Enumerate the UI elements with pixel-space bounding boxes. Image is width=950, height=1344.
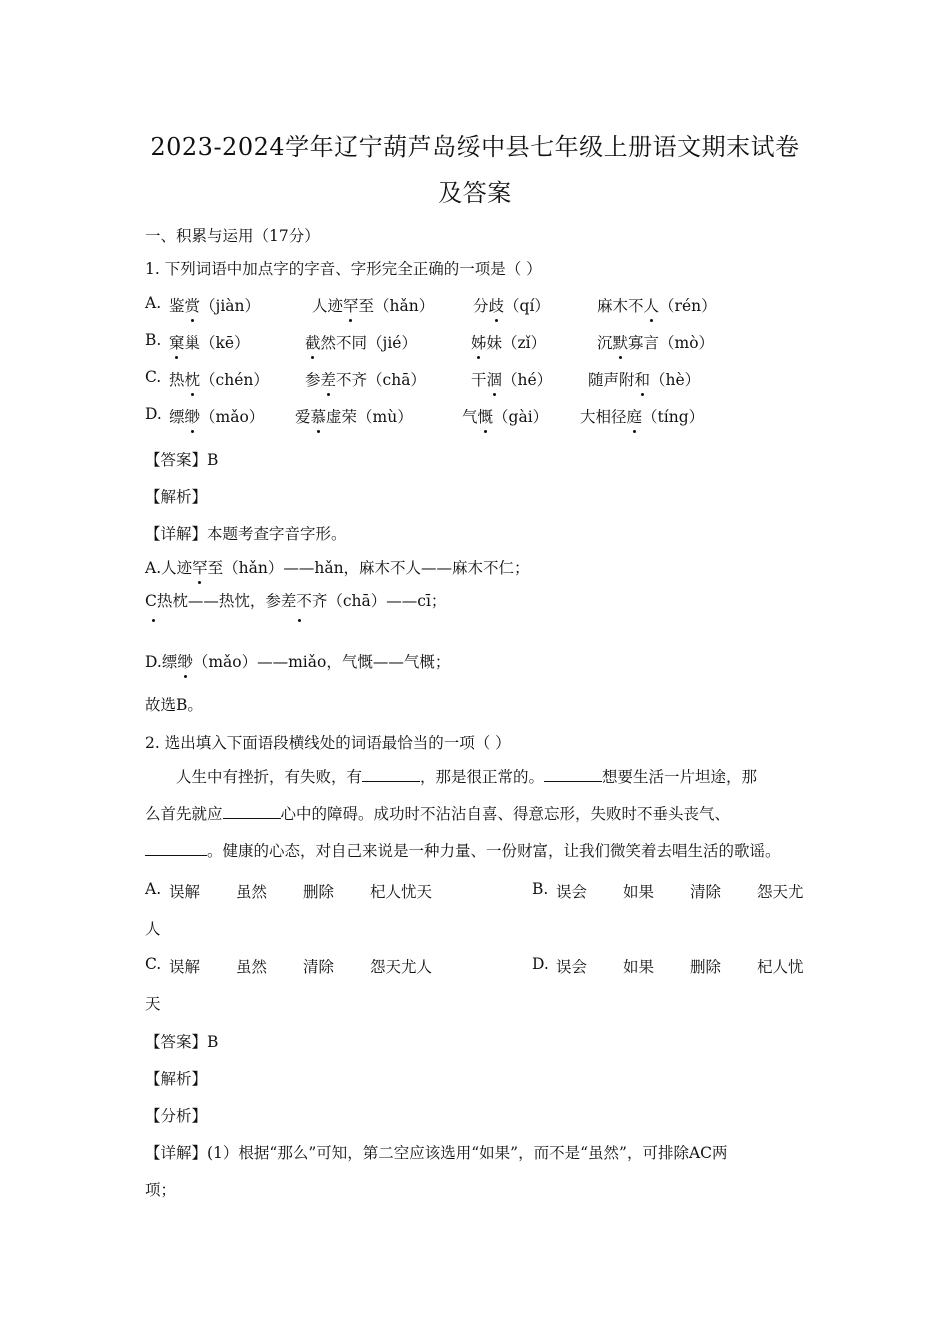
q2-option-word: 如果 bbox=[623, 883, 655, 901]
q1-option-item: 参差不齐（chā） bbox=[305, 368, 426, 390]
q2-option-word: 清除 bbox=[690, 883, 722, 901]
q2-option-word: 删除 bbox=[690, 958, 722, 976]
q1-option-item: 随声附和（hè） bbox=[588, 368, 700, 390]
q2-option-word: 误解 bbox=[169, 883, 201, 901]
q2-option-word: 误会 bbox=[556, 883, 588, 901]
document-title-line1: 2023-2024学年辽宁葫芦岛绥中县七年级上册语文期末试卷 bbox=[150, 133, 800, 161]
q1-row-label: D. bbox=[145, 405, 162, 423]
q1-option-item: 气慨（gài） bbox=[462, 405, 548, 427]
section-heading: 一、积累与运用（17分） bbox=[145, 227, 320, 245]
q1-row-label: C. bbox=[145, 368, 162, 386]
q1-option-item: 缥缈（mǎo） bbox=[169, 405, 264, 427]
q1-option-item: 干涸（hé） bbox=[471, 368, 552, 390]
q2-option-word: 怨天尤人 bbox=[370, 958, 433, 976]
q2-fenxi-heading: 【分析】 bbox=[145, 1107, 208, 1125]
emphasis-dot bbox=[152, 619, 155, 622]
q1-explain-a: A.人迹罕至（hǎn）——hǎn，麻木不人——麻木不仁； bbox=[145, 556, 530, 578]
q2-option-word: 如果 bbox=[623, 958, 655, 976]
q1-option-item: 截然不同（jié） bbox=[305, 331, 417, 353]
q2-option-word: 怨天尤 bbox=[757, 883, 804, 901]
q2-analysis-heading: 【解析】 bbox=[145, 1070, 208, 1088]
q2-option-word: 清除 bbox=[303, 958, 335, 976]
q2-option-d-label: D. bbox=[532, 955, 549, 973]
q1-option-item: 人迹罕至（hǎn） bbox=[312, 294, 434, 316]
q2-option-word: 杞人忧天 bbox=[370, 883, 433, 901]
q1-option-item: 姊妹（zǐ） bbox=[471, 331, 546, 353]
q2-option-word: 杞人忧 bbox=[757, 958, 804, 976]
q2-option-word: 误会 bbox=[556, 958, 588, 976]
q2-option-a-label: A. bbox=[145, 880, 162, 898]
q1-row-label: B. bbox=[145, 331, 162, 349]
q1-option-item: 沉默寡言（mò） bbox=[597, 331, 714, 353]
fill-blank bbox=[145, 841, 207, 856]
q1-option-item: 热枕（chén） bbox=[169, 368, 269, 390]
q1-option-item: 麻木不人（rén） bbox=[597, 294, 717, 316]
q2-stem: 2. 选出填入下面语段横线处的词语最恰当的一项（ ） bbox=[145, 734, 511, 752]
q2-option-word: 虽然 bbox=[236, 883, 268, 901]
q2-answer: 【答案】B bbox=[145, 1033, 219, 1051]
q1-conclusion: 故选B。 bbox=[145, 696, 203, 714]
document-title-line2: 及答案 bbox=[438, 179, 512, 207]
q1-answer: 【答案】B bbox=[145, 451, 219, 469]
q1-analysis-heading: 【解析】 bbox=[145, 488, 208, 506]
q1-option-item: 大相径庭（tíng） bbox=[580, 405, 704, 427]
q1-option-item: 窠巢（kē） bbox=[169, 331, 250, 353]
q2-option-word: 误解 bbox=[169, 958, 201, 976]
q2-option-c-label: C. bbox=[145, 955, 162, 973]
emphasis-dot bbox=[298, 619, 301, 622]
q2-option-word: 虽然 bbox=[236, 958, 268, 976]
q2-option-b-label: B. bbox=[532, 880, 549, 898]
fill-blank bbox=[544, 767, 602, 782]
q1-stem: 1. 下列词语中加点字的字音、字形完全正确的一项是（ ） bbox=[145, 260, 542, 278]
q2-detail-line2: 项； bbox=[145, 1181, 177, 1199]
fill-blank bbox=[223, 804, 281, 819]
q2-passage: 人生中有挫折，有失败，有 ，那是很正常的。 想要生活一片坦途，那 么首先就应 心中的障碍。成功时不沾沾自喜、得意忘形，失败时不垂头丧气、 。健康的心态，对自己来说是一种力量、一份财富，让我们微笑着去唱生活的歌谣。 bbox=[145, 768, 781, 860]
q2-detail-line1: 【详解】(1）根据“那么”可知，第二空应该选用“如果”，而不是“虽然”，可排除AC两 bbox=[145, 1144, 728, 1162]
fill-blank bbox=[362, 767, 420, 782]
q1-row-label: A. bbox=[145, 294, 162, 312]
q1-explain-d: D.缥缈（mǎo）——miǎo，气慨——气概； bbox=[145, 650, 450, 672]
q1-option-item: 鉴赏（jiàn） bbox=[169, 294, 260, 316]
q2-option-wrap: 人 bbox=[145, 920, 161, 938]
q1-explain-c: C热枕——热忱，参差不齐（chā）——cī； bbox=[145, 592, 447, 610]
q1-detail: 【详解】本题考查字音字形。 bbox=[145, 525, 347, 543]
q1-option-item: 爱慕虚荣（mù） bbox=[295, 405, 413, 427]
q2-option-word: 删除 bbox=[303, 883, 335, 901]
q1-option-item: 分歧（qí） bbox=[473, 294, 550, 316]
q2-option-wrap: 天 bbox=[145, 995, 161, 1013]
